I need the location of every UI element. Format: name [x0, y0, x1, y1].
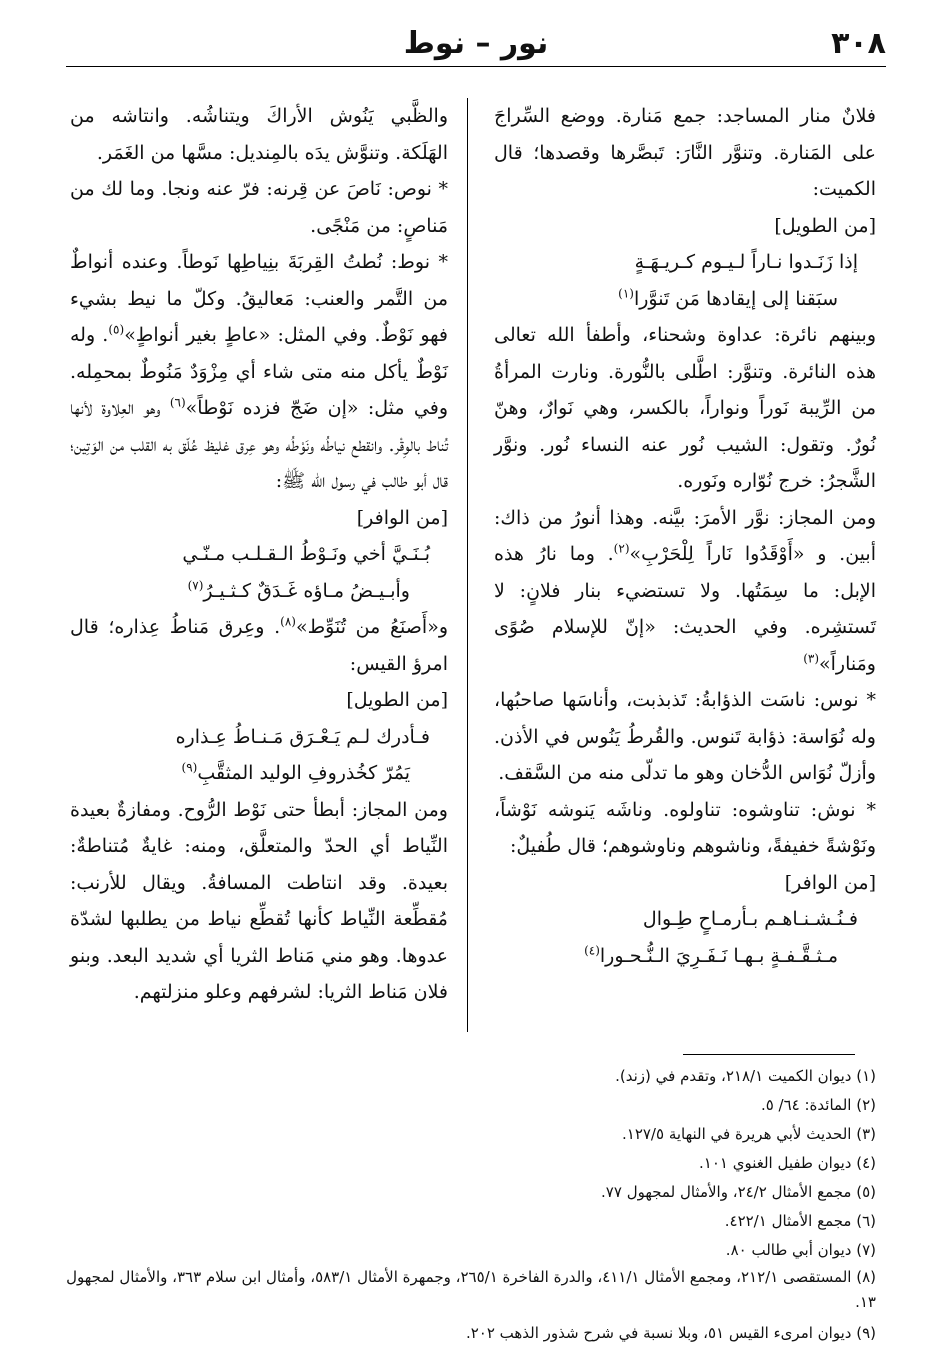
verse-line: فـنُـشـنـاهـم بـأرمـاحٍ طِـوال: [642, 908, 858, 930]
footnote-ref: (٢): [613, 541, 630, 556]
verse-line: فـأدرك لـم يَـعْـرَق مَـنـاطُ عِـذاره: [175, 725, 430, 748]
footnote: (٣) الحديث لأبي هريرة في النهاية ١٢٧/٥.: [621, 1125, 876, 1143]
paragraph: فلانٌ منار المساجد: جمع مَنارة. ووضع السِّراجَ على المَنارة. وتنوَّر النَّارَ: تَبصَّرها وقصدها؛ قال الكميت:: [494, 105, 876, 200]
page-header: [66, 22, 886, 66]
verse-line: [494, 281, 858, 318]
verse-text: يَمُرّ كخُذروفِ الوليد المثقَّبِ: [197, 762, 410, 784]
paragraph: [494, 500, 876, 683]
paragraph: وبينهم نائرة: عداوة وشحناء، وأطفأ الله تعالى هذه النائرة. وتنوَّر: اطَّلى بالنُّورة. ونارت المرأةُ من الرِّيبة نَوراً ونواراً، بالكسر، وهي نَوارٌ، وهنّ نُورٌ. وتقول: الشيب نُور عنه النساء نُور. ونوَّر الشَّجرُ: خرج نُوّاره ونَوره.: [494, 324, 876, 492]
verse: [494, 901, 876, 974]
paragraph-text: * نوش: تناوشوه: تناولوه. وناشَه يَنوشه نَوْشاً، ونَوْشةً خفيفةً، وناشوهم وناوشوهم؛ قال طُفيلٌ:: [494, 798, 876, 857]
entry-text: [494, 98, 876, 244]
footnote: (٧) ديوان أبي طالب ٨٠.: [725, 1241, 876, 1259]
footnote: (٢) المائدة: ٦٤/ ٥.: [760, 1096, 876, 1114]
verse-line: [70, 573, 430, 610]
paragraph-text: . وما نارُ هذه الإبل: ما سِمَتُها. ولا تستضيء بنار فلانٍ: لا تَستشِره. وفي الحديث: «إنّ للإسلام صُوًى ومَناراً»: [494, 543, 876, 675]
paragraph-text: * نوط: نُطتُ القِربَةَ بنِياطِها نَوطاً. وعنده أنواطٌ من التَّمر والعنب: مَعاليقُ. وكلّ ما نيط بشيء فهو نَوْطٌ. وفي المثل: «عاطٍ بغير أنواطٍ»: [70, 251, 448, 346]
verse-text: مـثـقَّـفـةٍ بـهـا نَـفَـرِيَ الـنُّـحـورا: [599, 944, 838, 967]
footnote: (١) ديوان الكميت ٢١٨/١، وتقدم في (زند).: [615, 1067, 876, 1085]
header-rule: [66, 66, 886, 67]
meter-label: [من الوافر]: [356, 506, 448, 529]
paragraph-text: ومن المجاز: نوَّر الأمرَ: بيَّنه. وهذا أنورُ من ذاك: أبين. و «أَوْقَدُوا نَاراً لِلْحَرْبِ»: [494, 506, 876, 565]
footnote: (٦) مجمع الأمثال ٤٢٢/١.: [724, 1212, 876, 1230]
paragraph-text: . وله نَوْطٌ يأكل منه متى شاء أي مِزْوَدٌ مَنُوطٌ بمحمِله. وفي مثل: «إن ضَجّ فزده نَوْطاً»: [70, 324, 448, 419]
page-title: نور – نوط: [403, 26, 549, 61]
entry-nus: * نوس: ناسَت الذؤابةُ: تَذبذبت، وأناسَها صاحبُها، وله نُوَاسة: ذؤابة تَنوس. والقُرطُ يَنُوس في الأذن. وأزلّ نُوَاس الدُّخان وهو ما تدلّى منه من السَّقف.: [494, 689, 876, 784]
meter-label: [من الطويل]: [774, 214, 876, 237]
verse-line: بُـنَـيَّ أخي ونَـوْطُ الـقـلـب مـنّـي: [182, 543, 430, 565]
entry-nawt: [70, 244, 448, 536]
footnote-ref: (١): [618, 286, 634, 301]
meter-label: [من الوافر]: [784, 871, 876, 894]
verse: [70, 536, 448, 609]
verse-line: [494, 938, 858, 975]
footnote-ref: (٦): [169, 395, 186, 410]
paragraph-text: و«أَصنَعُ من تُنَوِّط»: [295, 616, 449, 638]
paragraph: ومن المجاز: أبطأ حتى نَوْط الرُّوح. ومفازةٌ بعيدة النِّياط أي الحدّ والمتعلَّق، ومنه: غايةٌ مُتناطةٌ: بعيدة. وقد انتاطت المسافةُ. ويقال للأرنب: مُقطِّعة النِّياط كأنها تُقطِّع نياط من يطلبها لشدّة عدوها. وهو مني مَناط الثريا أي شديد البعد. وبنو فلان مَناط الثريا: لشرفهم وعلو منزلتهم.: [70, 798, 448, 1003]
footnote-ref: (٩): [181, 760, 198, 775]
verse: [494, 244, 876, 317]
verse-line: [70, 755, 430, 792]
verse: [70, 719, 448, 792]
footnote: (٤) ديوان طفيل الغنوي ١٠١.: [699, 1154, 876, 1172]
page-number: ٣٠٨: [831, 26, 886, 61]
left-column: [70, 98, 448, 1011]
paragraph: والظَّبي يَنُوش الأراكَ ويتناشُه. وانتاشه من الهَلَكة. وتنوَّش يدَه بالمِنديل: مسَّها من الغَمَر.: [70, 105, 448, 164]
footnote: (٥) مجمع الأمثال ٢٤/٢، والأمثال لمجهول ٧٧.: [601, 1183, 876, 1201]
entry-nawas: * نوص: نَاصَ عن قِرنه: فرّ عنه ونجا. وما لك من مَناصٍ: من مَنْجًى.: [70, 178, 448, 237]
paragraph-text: وهو العِلاوة لأنها تُناط بالوِقْر. وانقطع نياطُه ونَوْطُه وهو عِرق غليظ عُلّق به القلب من الوَتِين؛ قال أبو طالب في رسول الله ﷺ:: [70, 397, 448, 492]
paragraph: [70, 609, 448, 719]
footnote: (٩) ديوان امرىء القيس ٥١، وبلا نسبة في شرح شذور الذهب ٢٠٢.: [465, 1324, 876, 1342]
verse-line: إذا زَنَـدوا نـاراً لـيـوم كـريـهَـةٍ: [634, 251, 858, 273]
verse-text: وأبـيـضُ مـاؤه غَـدَقٌ كـثـيـرُ: [203, 579, 410, 602]
footnote-rule: [683, 1054, 855, 1055]
right-column: [494, 98, 876, 974]
footnote-ref: (٧): [187, 578, 204, 593]
footnotes: [66, 1062, 876, 1348]
paragraph-text: . وعِرق مَناطُ عِذاره؛ قال امرؤ القيس:: [70, 616, 448, 675]
footnote-ref: (٣): [803, 651, 820, 666]
footnote: (٨) المستقصى ٢١٢/١، ومجمع الأمثال ٤١١/١، والدرة الفاخرة ٢٦٥/١، وجمهرة الأمثال ٥٨٣/١، وأمثال ابن سلام ٣٦٣، والأمثال لمجهول ١٣.: [66, 1268, 876, 1311]
footnote-ref: (٥): [108, 322, 125, 337]
verse-text: سبَقنا إلى إيقادها مَن تَنوَّرا: [633, 287, 838, 310]
meter-label: [من الطويل]: [346, 689, 448, 711]
footnote-ref: (٤): [584, 943, 600, 958]
column-divider: [467, 98, 468, 1032]
entry-nush: [494, 792, 876, 902]
footnote-ref: (٨): [280, 614, 296, 629]
